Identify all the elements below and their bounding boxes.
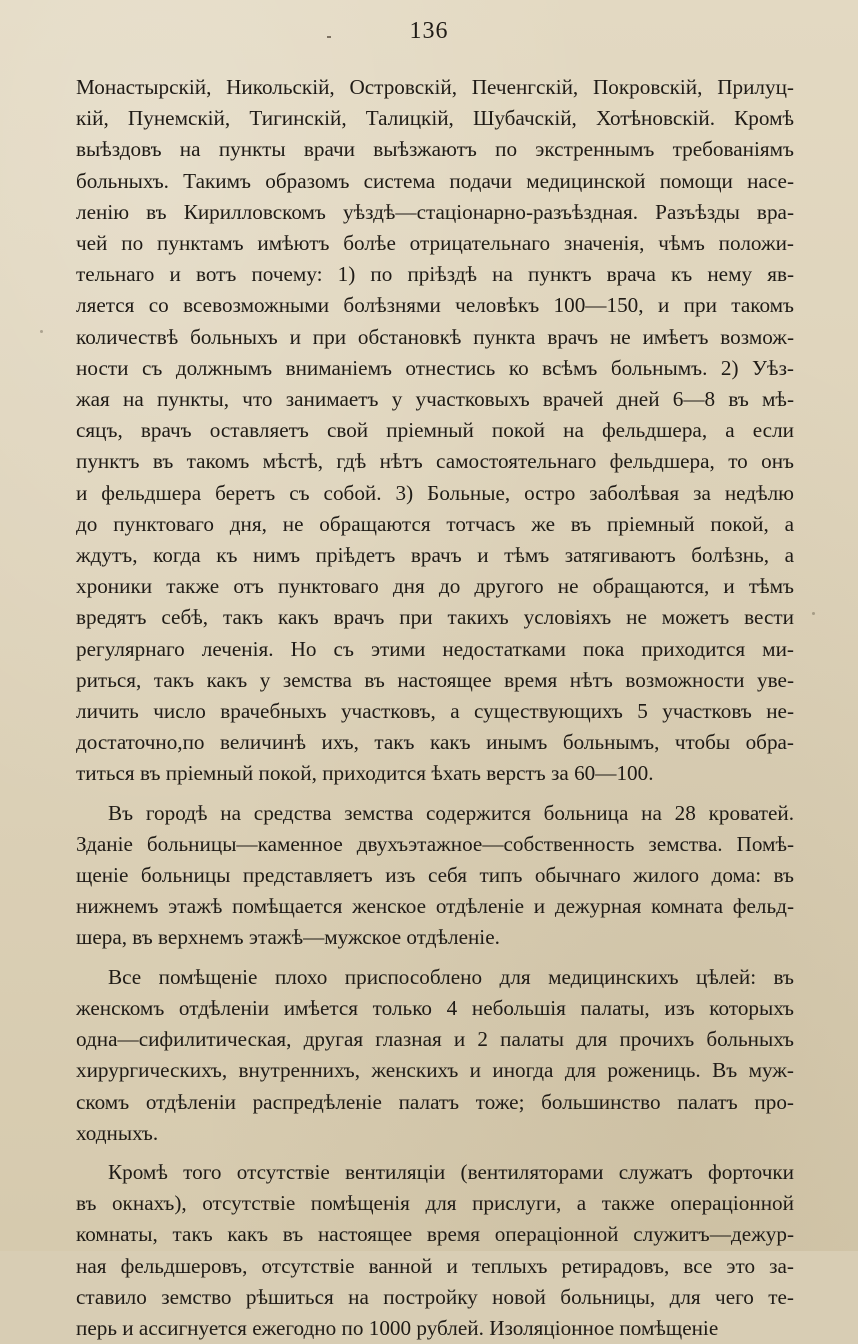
body-text — [76, 72, 794, 1344]
text-line: кій, Пунемскій, Тигинскій, Талицкій, Шубачскій, Хотѣновскій. Кромѣ — [76, 106, 794, 131]
text-line: количествѣ больныхъ и при обстановкѣ пункта врачъ не имѣетъ возмож- — [76, 324, 794, 349]
text-line: Кромѣ того отсутствіе вентиляціи (вентиляторами служатъ форточки — [108, 1159, 794, 1184]
text-line: нижнемъ этажѣ помѣщается женское отдѣленіе и дежурная комната фельд- — [76, 894, 794, 919]
text-line: титься въ пріемный покой, приходится ѣхать верстъ за 60—100. — [76, 761, 654, 786]
text-line: комнаты, такъ какъ въ настоящее время операціонной служитъ—дежур- — [76, 1222, 794, 1247]
text-line: скомъ отдѣленіи распредѣленіе палатъ тоже; большинство палатъ про- — [76, 1089, 794, 1114]
text-line: ности съ должнымъ вниманіемъ отнестись ко всѣмъ больнымъ. 2) Уѣз- — [76, 355, 794, 380]
paper-speck — [812, 612, 815, 615]
paragraph — [76, 72, 794, 790]
text-line: ходныхъ. — [76, 1120, 159, 1145]
text-line: хирургическихъ, внутреннихъ, женскихъ и иногда для рожениць. Въ муж- — [76, 1058, 794, 1083]
text-line: личить число врачебныхъ участковъ, а существующихъ 5 участковъ не- — [76, 699, 794, 724]
text-line: ленію въ Кирилловскомъ уѣздѣ—стаціонарно-разъѣздная. Разъѣзды вра- — [76, 199, 794, 224]
text-line: женскомъ отдѣленіи имѣется только 4 небольшія палаты, изъ которыхъ — [76, 995, 794, 1020]
text-line: Зданіе больницы—каменное двухъэтажное—собственность земства. Помѣ- — [76, 831, 794, 856]
text-line: чей по пунктамъ имѣютъ болѣе отрицательнаго значенія, чѣмъ положи- — [76, 231, 794, 256]
paper-speck — [40, 330, 43, 333]
text-line: перь и ассигнуется ежегодно по 1000 рублей. Изоляціонное помѣщеніе — [76, 1315, 719, 1340]
paragraph — [76, 962, 794, 1149]
text-line: Все помѣщеніе плохо приспособлено для медицинскихъ цѣлей: въ — [108, 964, 794, 989]
text-line: одна—сифилитическая, другая глазная и 2 палаты для прочихъ больныхъ — [76, 1027, 794, 1052]
text-line: хроники также отъ пунктоваго дня до другого не обращаются, и тѣмъ — [76, 574, 794, 599]
text-line: риться, такъ какъ у земства въ настоящее время нѣтъ возможности уве- — [76, 667, 794, 692]
paragraph — [76, 798, 794, 954]
page-number: 136 — [409, 18, 449, 44]
text-line: до пунктоваго дня, не обращаются тотчасъ же въ пріемный покой, а — [76, 511, 794, 536]
text-line: тельнаго и вотъ почему: 1) по пріѣздѣ на пунктъ врача къ нему яв- — [76, 262, 794, 287]
text-line: ляется со всевозможными болѣзнями человѣкъ 100—150, и при такомъ — [76, 293, 794, 318]
paragraph — [76, 1157, 794, 1344]
text-line: въ окнахъ), отсутствіе помѣщенія для прислуги, а также операціонной — [76, 1191, 794, 1216]
text-line: больныхъ. Такимъ образомъ система подачи медицинской помощи насе- — [76, 168, 794, 193]
text-line: сяцъ, врачъ оставляетъ свой пріемный покой на фельдшера, а если — [76, 418, 794, 443]
text-line: выѣздовъ на пункты врачи выѣзжаютъ по экстреннымъ требованіямъ — [76, 137, 794, 162]
text-line: ждутъ, когда къ нимъ пріѣдетъ врачъ и тѣмъ затягиваютъ болѣзнь, а — [76, 543, 794, 568]
text-line: пунктъ въ такомъ мѣстѣ, гдѣ нѣтъ самостоятельнаго фельдшера, то онъ — [76, 449, 794, 474]
text-line: ная фельдшеровъ, отсутствіе ванной и теплыхъ ретирадовъ, все это за- — [76, 1253, 794, 1278]
text-line: щеніе больницы представляетъ изъ себя типъ обычнаго жилого дома: въ — [76, 863, 794, 888]
text-line: вредятъ себѣ, такъ какъ врачъ при такихъ условіяхъ не можетъ вести — [76, 605, 794, 630]
text-line: Монастырскій, Никольскій, Островскій, Печенгскій, Покровскій, Прилуц- — [76, 75, 794, 99]
text-line: достаточно,по величинѣ ихъ, такъ какъ инымъ больнымъ, чтобы обра- — [76, 730, 794, 755]
text-line: жая на пункты, что занимаетъ у участковыхъ врачей дней 6—8 въ мѣ- — [76, 387, 794, 412]
text-line: шера, въ верхнемъ этажѣ—мужское отдѣленіе. — [76, 925, 500, 950]
text-line: регулярнаго леченія. Но съ этими недостатками пока приходится ми- — [76, 636, 794, 661]
text-line: Въ городѣ на средства земства содержится больница на 28 кроватей. — [108, 800, 794, 825]
text-line: и фельдшера беретъ съ собой. 3) Больные, остро заболѣвая за недѣлю — [76, 480, 794, 505]
text-line: ставило земство рѣшиться на постройку новой больницы, для чего те- — [76, 1284, 794, 1309]
